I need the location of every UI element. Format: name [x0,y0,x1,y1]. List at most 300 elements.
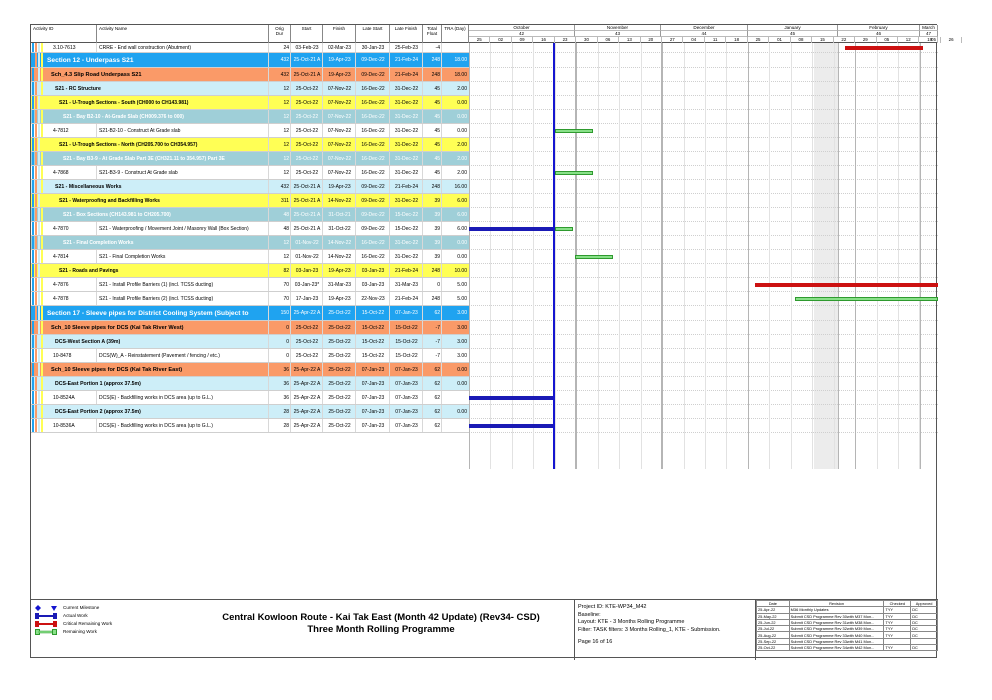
day-tick: 19 [919,37,940,43]
activity-row[interactable] [31,124,469,138]
wbs-indent-bar [35,335,37,348]
cell-start: 25-Apr-22 A [293,422,321,429]
actual-bar[interactable] [469,227,553,231]
activity-row[interactable] [31,349,469,363]
wbs-indent-bar [38,96,40,109]
column-divider [355,124,356,137]
week-42: 42 [469,31,575,37]
row-separator [469,67,938,68]
wbs-indent-bar [35,152,37,165]
rev-desc: Submit CSD Programme Rev 34with M42 Mon... [789,645,884,651]
cell-start: 17-Jan-23 [295,295,319,302]
cell-tra: 6.00 [457,225,467,232]
cell-ls: 16-Dec-22 [361,85,385,92]
legend-label: Critical Remaining Work [63,620,113,626]
wbs-indent-bar [41,53,43,67]
cell-tf: 39 [434,197,440,204]
wbs-group-row[interactable] [31,363,469,377]
wbs-group-label: Section 17 - Sleeve pipes for District Cooling System (Subject to [47,309,249,317]
cell-tra: 2.00 [457,169,467,176]
column-divider [422,152,423,165]
column-divider [268,194,269,207]
cell-ls: 16-Dec-22 [361,127,385,134]
rev-date: 25-Aug-22 [757,632,790,638]
wbs-group-row[interactable] [31,236,469,250]
column-divider [355,180,356,193]
column-divider [389,124,390,137]
cell-dur: 70 [283,295,289,302]
column-divider [96,124,97,137]
wbs-indent-bar [38,152,40,165]
cell-start: 25-Oct-22 [295,169,319,176]
cell-start: 25-Oct-22 [295,85,319,92]
activity-row[interactable] [31,222,469,236]
wbs-indent-bar [32,236,34,249]
column-divider [322,138,323,151]
cell-ls: 16-Dec-22 [361,169,385,176]
activity-id: 4-7812 [53,127,69,134]
day-tick: 12 [898,37,919,43]
remaining-bar[interactable] [555,129,593,133]
column-divider [355,391,356,404]
column-divider [441,82,442,95]
wbs-indent-bar [35,321,37,334]
column-divider [389,236,390,249]
cell-finish: 07-Nov-22 [327,155,352,162]
cell-tra: 0.00 [457,253,467,260]
wbs-indent-bar [35,124,37,137]
column-divider [389,222,390,235]
cell-dur: 12 [283,253,289,260]
column-divider [355,405,356,418]
wbs-indent-bar [32,321,34,334]
column-divider [389,82,390,95]
col-orig-dur[interactable]: Orig Dur [269,25,291,43]
cell-lf: 07-Jan-23 [395,366,418,373]
wbs-group-label: S21 - Final Completion Works [63,239,134,246]
column-divider [355,43,356,52]
column-divider [441,68,442,81]
cell-dur: 12 [283,113,289,120]
cell-ls: 16-Dec-22 [361,99,385,106]
rev-date: 25-Jun-22 [757,619,790,625]
critical-bar[interactable] [755,283,938,287]
column-divider [441,391,442,404]
wbs-group-row[interactable] [31,306,469,321]
wbs-indent-bar [35,180,37,193]
day-tick: 27 [662,37,683,43]
activity-row[interactable] [31,43,469,53]
wbs-group-row[interactable] [31,68,469,82]
day-tick: 11 [705,37,726,43]
activity-id: 10-8536A [53,422,75,429]
column-divider [268,152,269,165]
wbs-group-label: Sch_10 Sleeve pipes for DCS (Kai Tak River West) [51,324,184,331]
cell-tra: 6.00 [457,211,467,218]
column-divider [389,250,390,263]
day-tick: 05 [930,37,938,43]
cell-dur: 12 [283,155,289,162]
column-divider [96,292,97,305]
wbs-indent-bar [35,68,37,81]
cell-start: 25-Oct-22 [295,352,319,359]
column-divider [422,264,423,277]
cell-lf: 21-Feb-24 [394,267,419,274]
cell-dur: 12 [283,85,289,92]
wbs-indent-bar [35,194,37,207]
cell-finish: 25-Oct-22 [328,366,351,373]
column-divider [422,419,423,432]
wbs-indent-bar [32,391,34,404]
column-divider [322,180,323,193]
column-divider [290,236,291,249]
cell-start: 25-Oct-21 A [293,197,321,204]
week-45: 45 [748,31,838,37]
grid-line [512,43,513,469]
wbs-indent-bar [32,405,34,418]
wbs-group-label: Sch_10 Sleeve pipes for DCS (Kai Tak River East) [51,366,183,373]
wbs-indent-bar [38,363,40,376]
wbs-group-row[interactable] [31,264,469,278]
cell-dur: 82 [283,267,289,274]
rev-col-checked: Checked [884,601,911,607]
cell-dur: 12 [283,141,289,148]
grid-line [684,43,685,469]
cell-tra: 3.00 [457,338,467,345]
cell-tra: 5.00 [457,281,467,288]
cell-start: 01-Nov-22 [295,239,319,246]
wbs-indent-bar [38,53,40,67]
cell-dur: 0 [286,324,289,331]
wbs-group-row[interactable] [31,96,469,110]
activity-row[interactable] [31,278,469,292]
cell-lf: 31-Dec-22 [394,113,419,120]
footer [31,599,938,659]
day-tick: 13 [619,37,640,43]
column-divider [268,82,269,95]
grid-line [469,43,470,469]
cell-start: 25-Apr-22 A [293,380,321,387]
cell-tra: 5.00 [457,295,467,302]
cell-ls: 30-Jan-23 [361,44,385,51]
cell-start: 25-Oct-22 [295,99,319,106]
cell-tra: 3.00 [457,324,467,331]
wbs-indent-bar [32,363,34,376]
cell-lf: 07-Jan-23 [395,310,418,316]
wbs-indent-bar [41,152,43,165]
row-separator [469,291,938,292]
actual-bar[interactable] [469,396,553,400]
column-divider [441,194,442,207]
cell-start: 25-Apr-22 A [293,366,321,373]
column-divider [389,335,390,348]
cell-tf: 45 [434,99,440,106]
row-separator [469,404,938,405]
column-divider [389,43,390,52]
cell-start: 01-Nov-22 [295,253,319,260]
wbs-group-row[interactable] [31,405,469,419]
filter-name: Filter: TASK filters: 3 Months Rolling_1, KTE - Submission. [578,626,721,633]
wbs-indent-bar [41,180,43,193]
cell-lf: 31-Dec-22 [394,155,419,162]
day-tick: 02 [490,37,511,43]
wbs-indent-bar [41,68,43,81]
col-activity-id[interactable]: Activity ID [31,25,97,43]
activity-name: S21 - Final Completion Works [99,253,166,260]
col-finish[interactable]: Finish [323,25,356,43]
cell-lf: 31-Dec-22 [394,99,419,106]
cell-finish: 19-Apr-23 [328,183,351,190]
row-separator [469,390,938,391]
column-divider [422,194,423,207]
wbs-indent-bar [41,391,43,404]
critical-bar[interactable] [845,46,923,50]
activity-id: 3.10-7613 [53,44,76,51]
activity-id: 4-7814 [53,253,69,260]
row-separator [469,362,938,363]
column-divider [389,363,390,376]
wbs-indent-bar [32,377,34,390]
wbs-indent-bar [38,236,40,249]
cell-ls: 16-Dec-22 [361,155,385,162]
grid-line [898,43,899,469]
wbs-indent-bar [38,349,40,362]
column-divider [355,138,356,151]
column-divider [422,250,423,263]
month-december: December [661,25,748,31]
wbs-indent-bar [38,250,40,263]
column-divider [268,124,269,137]
cell-tf: 62 [434,422,440,429]
wbs-indent-bar [38,306,40,320]
column-divider [322,152,323,165]
column-divider [322,306,323,320]
cell-lf: 31-Dec-22 [394,85,419,92]
wbs-group-row[interactable] [31,138,469,152]
rev-checked: TYY [884,613,911,619]
legend-label: Current Milestone [63,604,100,610]
cell-lf: 15-Dec-22 [394,225,419,232]
cell-tf: 45 [434,85,440,92]
wbs-group-row[interactable] [31,53,469,68]
rev-checked: TYY [884,607,911,613]
column-divider [268,335,269,348]
grid-line [641,43,642,469]
column-divider [96,166,97,179]
cell-tra: 2.00 [457,141,467,148]
cell-finish: 25-Oct-22 [328,338,351,345]
column-divider [290,180,291,193]
wbs-group-row[interactable] [31,377,469,391]
column-divider [389,405,390,418]
column-divider [290,391,291,404]
activity-id: 10-8524A [53,394,75,401]
cell-tra: 0.00 [457,239,467,246]
wbs-indent-bar [35,363,37,376]
column-divider [422,306,423,320]
column-divider [322,166,323,179]
cell-tra: 0.00 [457,380,467,387]
wbs-indent-bar [35,292,37,305]
column-divider [322,124,323,137]
column-divider [355,321,356,334]
wbs-group-row[interactable] [31,208,469,222]
page-number: Page 16 of 16 [578,639,613,646]
cell-tf: 248 [431,71,440,78]
remaining-bar[interactable] [575,255,613,259]
cell-dur: 432 [280,57,289,63]
cell-finish: 25-Oct-22 [328,352,351,359]
column-divider [441,208,442,221]
row-separator [469,249,938,250]
cell-start: 25-Oct-22 [295,155,319,162]
activity-row[interactable] [31,391,469,405]
wbs-indent-bar [38,82,40,95]
col-activity-name[interactable]: Activity Name [97,25,269,43]
column-divider [355,222,356,235]
column-divider [389,166,390,179]
wbs-indent-bar [35,236,37,249]
column-divider [389,96,390,109]
activity-name: DCS(E) - Backfilling works in DCS area (up to G.L.) [99,394,213,401]
cell-ls: 07-Jan-23 [361,408,385,415]
wbs-group-row[interactable] [31,321,469,335]
critical-work-swatch-icon [35,621,57,626]
cell-ls: 03-Jan-23 [361,267,385,274]
col-tra[interactable]: TRA (Day) [442,25,469,43]
cell-tra: 0.00 [457,113,467,120]
column-divider [422,53,423,67]
column-divider [290,152,291,165]
wbs-indent-bar [41,349,43,362]
row-separator [469,221,938,222]
col-late-finish[interactable]: Late Finish [390,25,423,43]
wbs-group-label: S21 - Box Sections (CH143.981 to CH205.700) [63,211,171,218]
month-october: October [469,25,575,31]
remaining-bar[interactable] [555,171,593,175]
column-divider [422,180,423,193]
cell-tf: -7 [435,338,440,345]
wbs-indent-bar [35,96,37,109]
wbs-group-row[interactable] [31,152,469,166]
wbs-indent-bar [35,264,37,277]
day-tick: 20 [641,37,662,43]
column-divider [422,236,423,249]
day-tick: 06 [598,37,619,43]
column-divider [422,96,423,109]
wbs-group-label: S21 - RC Structure [55,85,101,92]
wbs-indent-bar [32,180,34,193]
column-divider [355,110,356,123]
row-separator [469,263,938,264]
cell-tf: 248 [431,183,440,190]
rev-approved: DC [911,613,938,619]
day-tick: 08 [791,37,812,43]
legend-item-critical [35,619,205,627]
wbs-indent-bar [35,405,37,418]
col-total-float[interactable]: Total Float [423,25,442,43]
project-info [574,600,756,660]
activity-row[interactable] [31,419,469,433]
cell-tf: 0 [437,281,440,288]
wbs-group-row[interactable] [31,194,469,208]
col-start[interactable]: Start [291,25,323,43]
wbs-indent-bar [35,208,37,221]
wbs-indent-bar [41,419,43,432]
wbs-group-row[interactable] [31,82,469,96]
cell-tf: 45 [434,155,440,162]
month-march: March [920,25,938,31]
grid-line [834,43,835,469]
column-divider [290,264,291,277]
wbs-indent-bar [32,264,34,277]
column-divider [290,250,291,263]
wbs-indent-bar [32,82,34,95]
column-divider [355,363,356,376]
remaining-bar[interactable] [555,227,573,231]
activity-row[interactable] [31,250,469,264]
wbs-indent-bar [38,391,40,404]
activity-id: 10-8478 [53,352,72,359]
column-divider [355,194,356,207]
cell-start: 25-Oct-22 [295,127,319,134]
column-divider [389,278,390,291]
column-divider [268,419,269,432]
actual-bar[interactable] [469,424,553,428]
column-divider [290,292,291,305]
cell-ls: 15-Oct-22 [361,338,385,345]
cell-lf: 21-Feb-24 [394,57,419,63]
cell-ls: 07-Jan-23 [361,366,385,373]
wbs-group-row[interactable] [31,110,469,124]
cell-ls: 16-Dec-22 [361,141,385,148]
row-separator [469,432,938,433]
cell-tf: 39 [434,211,440,218]
cell-ls: 16-Dec-22 [361,113,385,120]
column-divider [355,278,356,291]
wbs-indent-bar [32,96,34,109]
cell-start: 25-Oct-21 A [293,183,321,190]
wbs-group-label: S21 - Bay B2-10 - At-Grade Slab (CH009.376 to 000) [63,113,184,120]
wbs-indent-bar [41,82,43,95]
cell-start: 25-Apr-22 A [293,394,321,401]
rev-date: 25-Jul-22 [757,626,790,632]
remaining-bar[interactable] [795,297,938,301]
cell-tra: 18.00 [454,71,467,78]
cell-ls: 15-Oct-22 [361,352,385,359]
legend-item-actual [35,611,205,619]
cell-tf: 39 [434,239,440,246]
activity-row[interactable] [31,292,469,306]
wbs-indent-bar [38,124,40,137]
cell-dur: 432 [280,71,289,78]
cell-finish: 02-Mar-23 [327,44,352,51]
column-divider [268,321,269,334]
wbs-group-row[interactable] [31,180,469,194]
rev-desc: Submit CSD Programme Rev 30with M37 Mon... [789,613,884,619]
timescale [469,25,954,43]
cell-start: 25-Oct-21 A [293,71,321,78]
grid-line [877,43,878,469]
column-divider [441,292,442,305]
activity-row[interactable] [31,166,469,180]
column-divider [355,264,356,277]
column-divider [441,419,442,432]
wbs-group-row[interactable] [31,335,469,349]
col-late-start[interactable]: Late Start [356,25,390,43]
column-divider [322,222,323,235]
wbs-indent-bar [38,292,40,305]
